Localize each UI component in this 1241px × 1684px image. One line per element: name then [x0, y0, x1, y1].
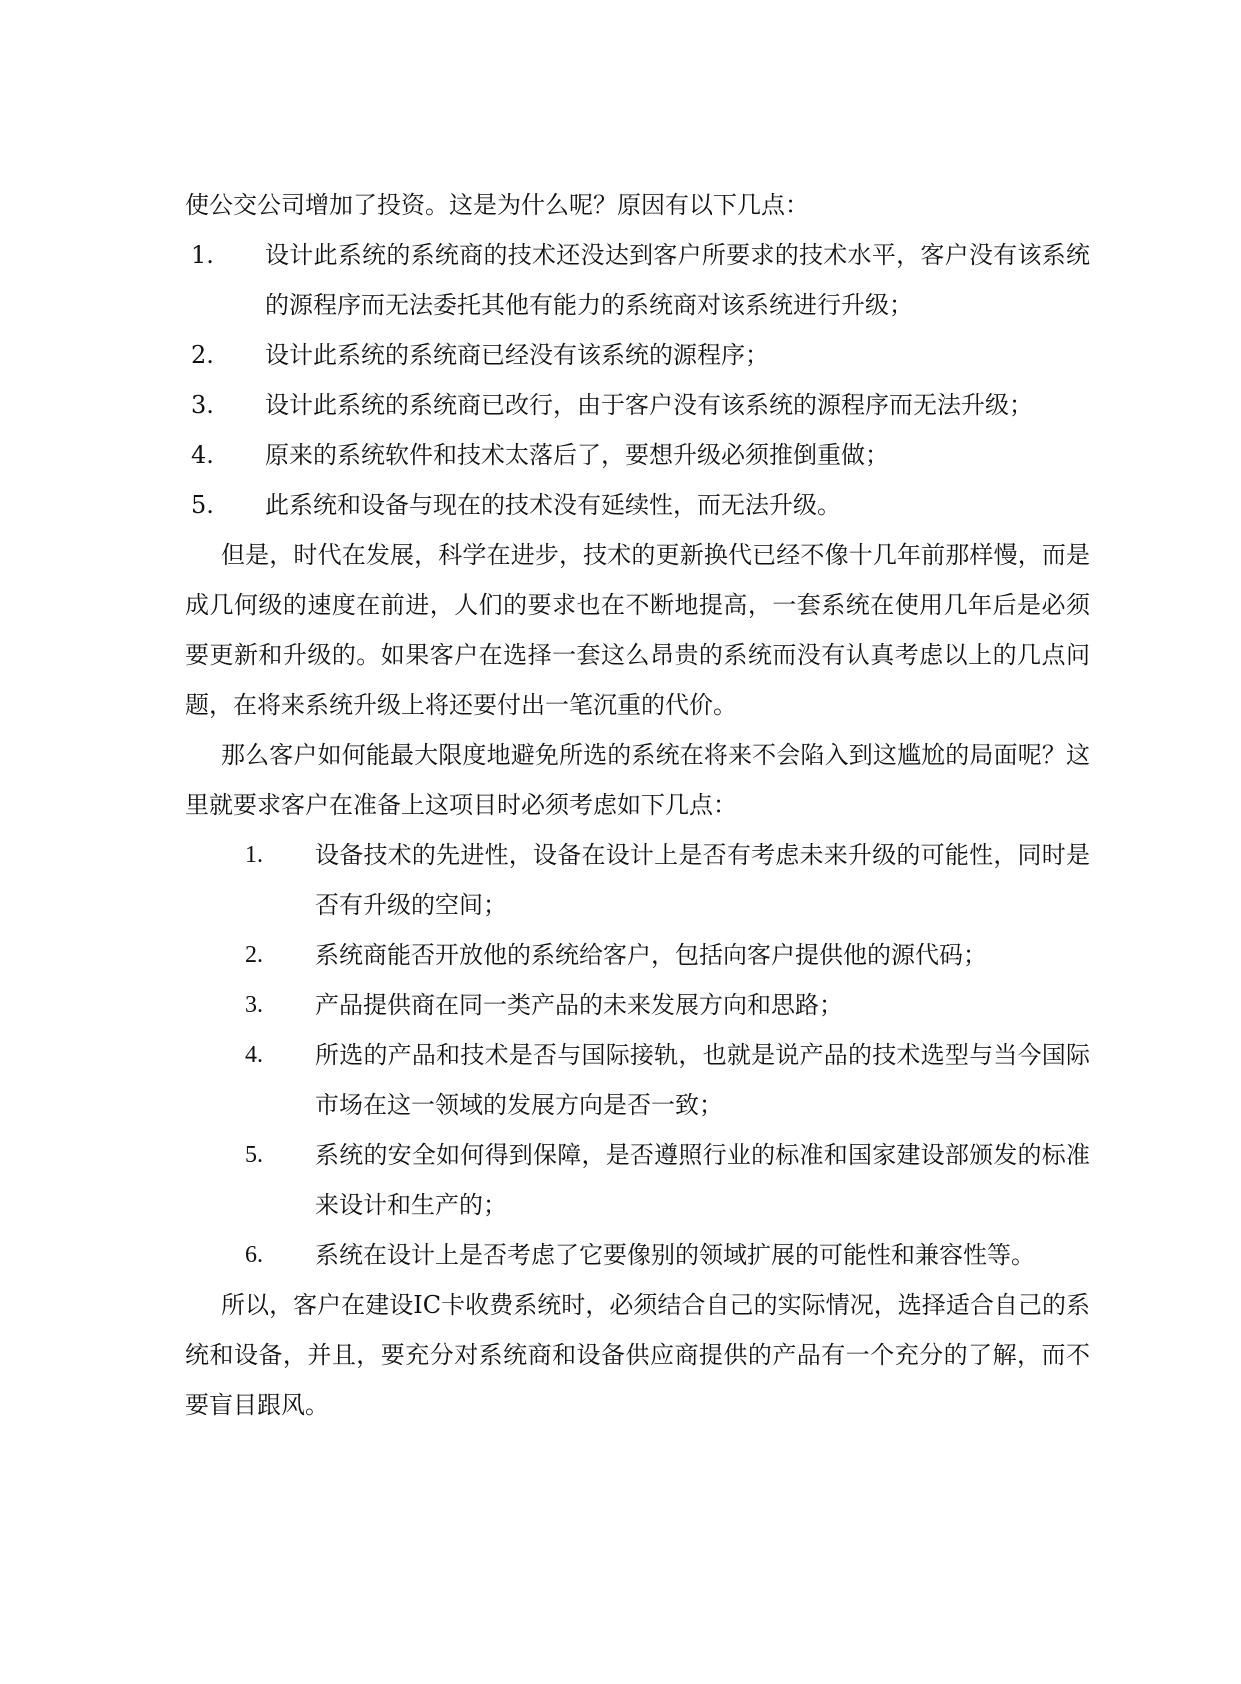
- list-item-number: 5.: [245, 1142, 263, 1168]
- body-paragraph: 但是，时代在发展，科学在进步，技术的更新换代已经不像十几年前那样慢，而是成几何级的速度在前进，人们的要求也在不断地提高，一套系统在使用几年后是必须要更新和升级的。如果客户在选择一套这么昂贵的系统而没有认真考虑以上的几点问题，在将来系统升级上将还要付出一笔沉重的代价。: [185, 541, 1090, 719]
- list-item-text: 系统商能否开放他的系统给客户，包括向客户提供他的源代码；: [315, 941, 987, 969]
- list-item-text: 设计此系统的系统商已改行，由于客户没有该系统的源程序而无法升级；: [265, 391, 1033, 419]
- list-item-text: 原来的系统软件和技术太落后了，要想升级必须推倒重做；: [265, 441, 889, 469]
- list-item: [185, 1230, 1090, 1280]
- list-item-text: 系统的安全如何得到保障，是否遵照行业的标准和国家建设部颁发的标准来设计和生产的；: [315, 1141, 1090, 1219]
- list-item-text: 所选的产品和技术是否与国际接轨，也就是说产品的技术选型与当今国际市场在这一领域的发展方向是否一致；: [315, 1041, 1090, 1119]
- list-item: [185, 1130, 1090, 1230]
- list-item: [185, 330, 1090, 380]
- list-item: [185, 930, 1090, 980]
- list-item-number: 4.: [245, 1042, 263, 1068]
- list-item-number: 4.: [191, 441, 214, 469]
- list-item: [185, 430, 1090, 480]
- list-item-number: 3.: [245, 992, 263, 1018]
- conclusion-paragraph: 所以，客户在建设IC卡收费系统时，必须结合自己的实际情况，选择适合自己的系统和设备，并且，要充分对系统商和设备供应商提供的产品有一个充分的了解，而不要盲目跟风。: [185, 1291, 1090, 1419]
- list-item-number: 1.: [191, 241, 214, 269]
- list-item-number: 3.: [191, 391, 214, 419]
- list-item: [185, 980, 1090, 1030]
- body-paragraph: 那么客户如何能最大限度地避免所选的系统在将来不会陷入到这尴尬的局面呢？这里就要求客户在准备上这项目时必须考虑如下几点：: [185, 741, 1090, 819]
- list-item-text: 设备技术的先进性，设备在设计上是否有考虑未来升级的可能性，同时是否有升级的空间；: [315, 841, 1090, 919]
- list-item-number: 1.: [245, 842, 263, 868]
- list-item-number: 2.: [191, 341, 214, 369]
- considerations-list: [185, 830, 1090, 1280]
- list-item-text: 设计此系统的系统商已经没有该系统的源程序；: [265, 341, 769, 369]
- list-item-text: 系统在设计上是否考虑了它要像别的领域扩展的可能性和兼容性等。: [315, 1241, 1035, 1269]
- intro-paragraph: 使公交公司增加了投资。这是为什么呢？原因有以下几点：: [185, 191, 809, 219]
- list-item-text: 设计此系统的系统商的技术还没达到客户所要求的技术水平，客户没有该系统的源程序而无法委托其他有能力的系统商对该系统进行升级；: [265, 241, 1090, 319]
- document-body: [185, 180, 1090, 1430]
- list-item: [185, 1030, 1090, 1130]
- list-item: [185, 480, 1090, 530]
- list-item: [185, 830, 1090, 930]
- list-item-number: 6.: [245, 1242, 263, 1268]
- list-item-number: 5.: [191, 491, 214, 519]
- list-item-text: 产品提供商在同一类产品的未来发展方向和思路；: [315, 991, 843, 1019]
- list-item: [185, 230, 1090, 330]
- list-item-number: 2.: [245, 942, 263, 968]
- list-item: [185, 380, 1090, 430]
- reasons-list: [185, 230, 1090, 530]
- list-item-text: 此系统和设备与现在的技术没有延续性，而无法升级。: [265, 491, 841, 519]
